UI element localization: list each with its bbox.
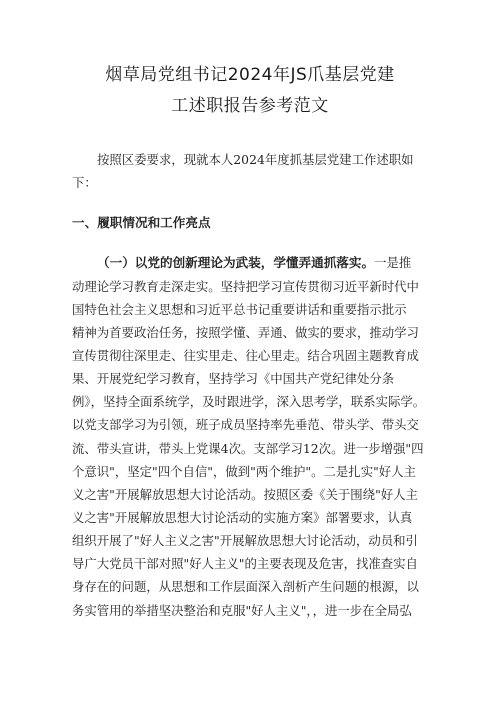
section-1-heading: 一、履职情况和工作亮点 — [72, 215, 211, 231]
document-title-line-1: 烟草局党组书记2024年JS爪基层党建 — [105, 65, 395, 85]
paragraph-line: 务实管用的举措坚决整治和克服"好人主义"，，进一步在全局弘 — [72, 602, 412, 618]
paragraph-line: 例》，坚持全面系统学，及时跟进学，深入思考学，联系实际学。 — [72, 394, 426, 410]
intro-line-1: 按照区委要求，现就本人2024年度抓基层党建工作述职如 — [97, 152, 414, 167]
paragraph-line: 流、带头宣讲，带头上党课4次。支部学习12次。进一步增强"四 — [72, 440, 424, 456]
paragraph-line: 义之害"开展解放思想大讨论活动的实施方案》部署要求，认真 — [72, 509, 413, 525]
subsection-1-heading: （一）以党的创新理论为武装，学懂弄通抓落实。 — [97, 255, 375, 271]
paragraph-line: 义之害"开展解放思想大讨论活动。按照区委《关于围绕"好人主 — [72, 486, 418, 502]
paragraph-line: 以党支部学习为引领，班子成员坚持率先垂范、带头学、带头交 — [72, 417, 419, 433]
paragraph-line: 身存在的问题，从思想和工作层面深入剖析产生问题的根源，以 — [72, 579, 419, 595]
paragraph-line: 个意识"，坚定"四个自信"，做到"两个维护"。二是扎实"好人主 — [72, 463, 416, 479]
paragraph-line: 果、开展党纪学习教育，坚持学习《中国共产党纪律处分条 — [72, 371, 395, 387]
paragraph-line: 动理论学习教育走深走实。坚持把学习宣传贯彻习近平新时代中 — [72, 278, 419, 294]
subsection-1-first-line — [72, 251, 430, 274]
paragraph-line: 导广大党员干部对照"好人主义"的主要表现及危害，找准查实自 — [72, 556, 418, 572]
intro-line-2: 下： — [72, 175, 97, 191]
paragraph-line: 精神为首要政治任务，按照学懂、弄通、做实的要求，推动学习 — [72, 324, 419, 340]
paragraph-line: 国特色社会主义思想和习近平总书记重要讲话和重要指示批示 — [72, 301, 407, 317]
paragraph-line: 宣传贯彻往深里走、往实里走、往心里走。结合巩固主题教育成 — [72, 347, 419, 363]
document-title-line-2: 工述职报告参考范文 — [171, 96, 329, 116]
subsection-1-lead: 一是推 — [374, 255, 412, 271]
paragraph-line: 组织开展了"好人主义之害"开展解放思想大讨论活动，动员和引 — [72, 533, 418, 549]
document-body — [72, 148, 430, 622]
